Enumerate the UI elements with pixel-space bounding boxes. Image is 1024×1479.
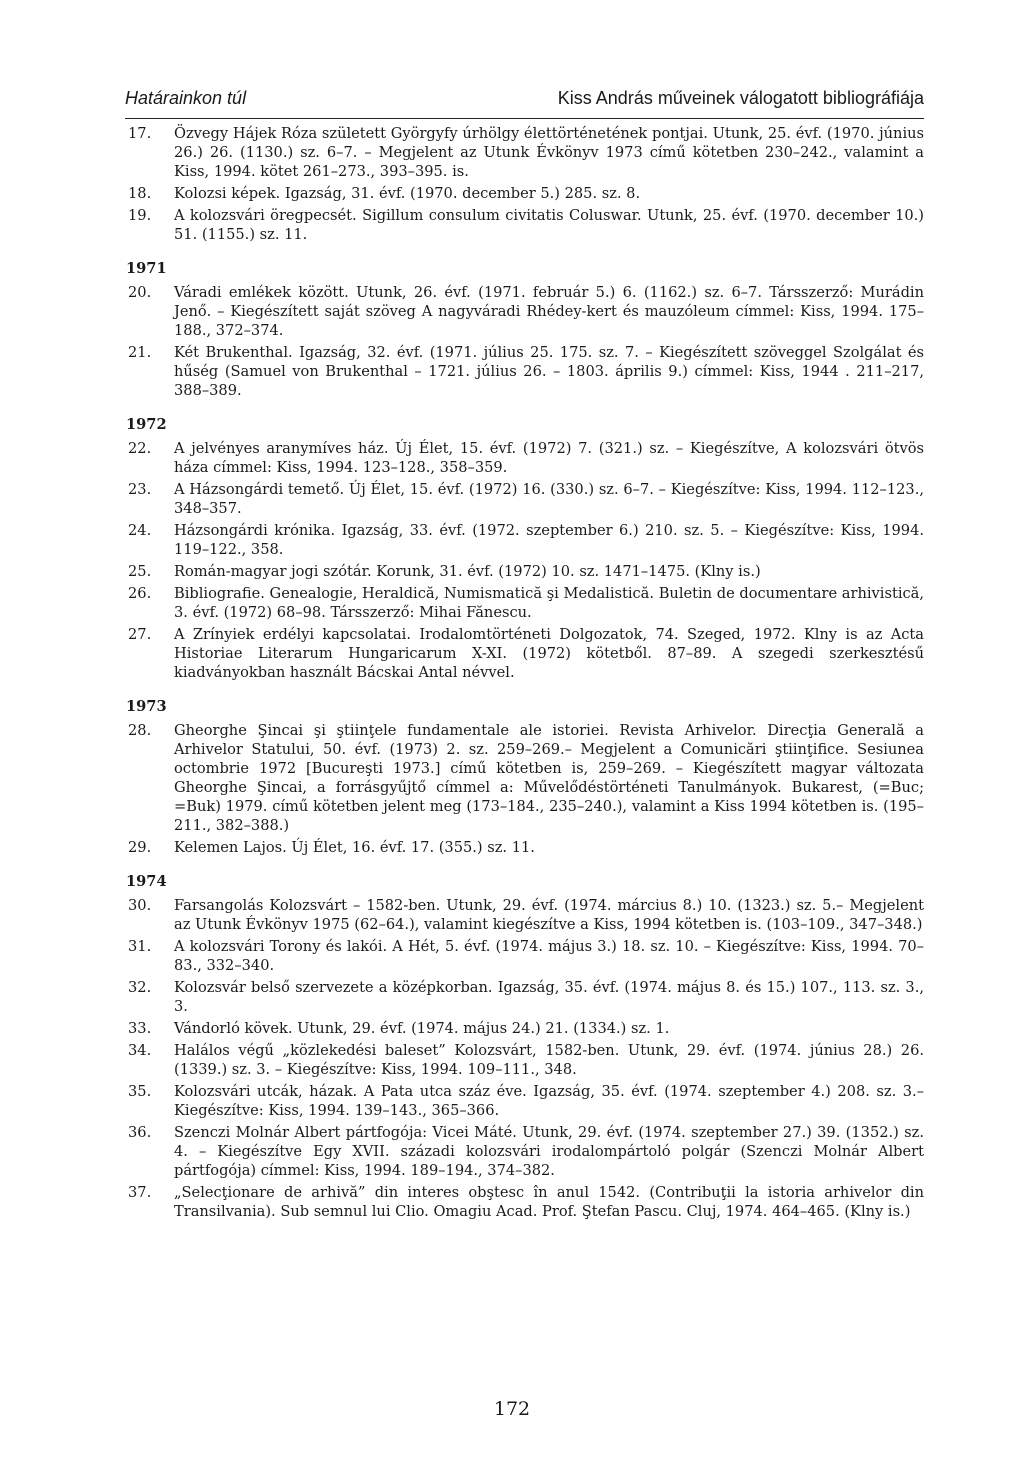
entry-number: 37. (128, 1184, 152, 1201)
page-number: 172 (493, 1398, 531, 1420)
entry-text: A kolozsvári öregpecsét. Sigillum consulum civitatis Coluswar. Utunk, 25. évf. (1970. december 10.) 51. (1155.) sz. 11. (174, 207, 924, 243)
entry-number: 26. (128, 585, 152, 602)
entry-number: 31. (128, 938, 152, 955)
bibliography-entry (128, 838, 924, 857)
running-header-right: Kiss András műveinek válogatott bibliográfiája (557, 88, 924, 108)
entry-number: 25. (128, 563, 152, 580)
bibliography-entry (128, 584, 924, 622)
bibliography-entry (128, 480, 924, 518)
entry-number: 21. (128, 344, 152, 361)
entry-text: Kolozsvár belső szervezete a középkorban. Igazság, 35. évf. (1974. május 8. és 15.) 107., 113. sz. 3., 3. (174, 979, 924, 1015)
entry-text: Vándorló kövek. Utunk, 29. évf. (1974. május 24.) 21. (1334.) sz. 1. (174, 1020, 670, 1037)
entry-text: Két Brukenthal. Igazság, 32. évf. (1971. július 25. 175. sz. 7. – Kiegészített szöveggel Szolgálat és hűség (Samuel von Brukenthal – 1721. július 26. – 1803. április 9.) címmel: Kiss, 1944 . 211–217, 388–389. (174, 344, 924, 399)
bibliography-entry (128, 1019, 924, 1038)
entry-text: Gheorghe Şincai şi ştiinţele fundamentale ale istoriei. Revista Arhivelor. Direcţia Generală a Arhivelor Statului, 50. évf. (1973) 2. sz. 259–269.– Megjelent a Comunicări ştiinţifice. Sesiunea octombrie 1972 [Bucureşti 1973.] című kötetben is, 259–269. – Kiegészített magyar változata Gheorghe Şincai, a forrásgyűjtő címmel a: Művelődéstörténeti Tanulmányok. Bukarest, (=Buc; =Buk) 1979. című kötetben jelent meg (173–184., 235–240.), valamint a Kiss 1994 kötetben is. (195–211., 382–388.) (174, 722, 924, 834)
entry-number: 24. (128, 522, 152, 539)
entry-text: A kolozsvári Torony és lakói. A Hét, 5. évf. (1974. május 3.) 18. sz. 10. – Kiegészítve: Kiss, 1994. 70–83., 332–340. (174, 938, 924, 974)
entry-text: Házsongárdi krónika. Igazság, 33. évf. (1972. szeptember 6.) 210. sz. 5. – Kiegészítve: Kiss, 1994. 119–122., 358. (174, 522, 924, 558)
bibliography-entry (128, 184, 924, 203)
entry-text: Bibliografie. Genealogie, Heraldică, Numismatică şi Medalistică. Buletin de documentare arhivistică, 3. évf. (1972) 68–98. Társszerző: Mihai Fănescu. (174, 585, 924, 621)
bibliography-entry (128, 283, 924, 340)
bibliography-entry (128, 1041, 924, 1079)
running-header-left: Határainkon túl (125, 88, 247, 108)
bibliography-entry (128, 625, 924, 682)
bibliography-entry (128, 1183, 924, 1221)
entry-text: Román-magyar jogi szótár. Korunk, 31. évf. (1972) 10. sz. 1471–1475. (Klny is.) (174, 563, 761, 580)
entry-number: 36. (128, 1124, 152, 1141)
bibliography-entry (128, 978, 924, 1016)
bibliography-entry (128, 562, 924, 581)
bibliography-entry (128, 206, 924, 244)
entry-text: „Selecţionare de arhivă” din interes obştesc în anul 1542. (Contribuţii la istoria arhivelor din Transilvania). Sub semnul lui Clio. Omagiu Acad. Prof. Ştefan Pascu. Cluj, 1974. 464–465. (Klny is.) (174, 1184, 924, 1220)
entry-number: 32. (128, 979, 152, 996)
entry-text: Szenczi Molnár Albert pártfogója: Vicei Máté. Utunk, 29. évf. (1974. szeptember 27.) 39. (1352.) sz. 4. – Kiegészítve Egy XVII. századi kolozsvári irodalompártoló polgár (Szenczi Molnár Albert pártfogója) címmel: Kiss, 1994. 189–194., 374–382. (174, 1124, 924, 1179)
entry-number: 23. (128, 481, 152, 498)
year-heading: 1971 (126, 260, 167, 277)
entry-number: 29. (128, 839, 152, 856)
running-header (125, 78, 924, 119)
entry-text: Farsangolás Kolozsvárt – 1582-ben. Utunk, 29. évf. (1974. március 8.) 10. (1323.) sz. 5.– Megjelent az Utunk Évkönyv 1975 (62–64.), valamint kiegészítve a Kiss, 1994 kötetben is. (103–109., 347–348.) (174, 897, 924, 933)
bibliography-entry (128, 896, 924, 934)
entry-text: Váradi emlékek között. Utunk, 26. évf. (1971. február 5.) 6. (1162.) sz. 6–7. Társszerző: Murádin Jenő. – Kiegészített saját szöveg A nagyváradi Rhédey-kert és mauzóleum címmel: Kiss, 1994. 175–188., 372–374. (174, 284, 924, 339)
entry-number: 34. (128, 1042, 152, 1059)
entry-text: Halálos végű „közlekedési baleset” Kolozsvárt, 1582-ben. Utunk, 29. évf. (1974. június 28.) 26. (1339.) sz. 3. – Kiegészítve: Kiss, 1994. 109–111., 348. (174, 1042, 924, 1078)
entry-number: 30. (128, 897, 152, 914)
bibliography-entry (128, 1123, 924, 1180)
bibliography-list (128, 124, 924, 1224)
year-heading: 1973 (126, 698, 167, 715)
bibliography-entry (128, 521, 924, 559)
entry-text: Kolozsi képek. Igazság, 31. évf. (1970. december 5.) 285. sz. 8. (174, 185, 641, 202)
entry-number: 33. (128, 1020, 152, 1037)
year-heading: 1972 (126, 416, 167, 433)
entry-text: A Zrínyiek erdélyi kapcsolatai. Irodalomtörténeti Dolgozatok, 74. Szeged, 1972. Klny is az Acta Historiae Literarum Hungaricarum X-XI. (1972) kötetből. 87–89. A szegedi szerkesztésű kiadványokban használt Bácskai Antal névvel. (174, 626, 924, 681)
entry-number: 35. (128, 1083, 152, 1100)
bibliography-entry (128, 343, 924, 400)
entry-text: Kelemen Lajos. Új Élet, 16. évf. 17. (355.) sz. 11. (174, 839, 535, 856)
bibliography-entry (128, 937, 924, 975)
bibliography-entry (128, 439, 924, 477)
entry-text: A jelvényes aranymíves ház. Új Élet, 15. évf. (1972) 7. (321.) sz. – Kiegészítve, A kolozsvári ötvös háza címmel: Kiss, 1994. 123–128., 358–359. (174, 440, 924, 476)
entry-number: 18. (128, 185, 152, 202)
entry-text: A Házsongárdi temető. Új Élet, 15. évf. (1972) 16. (330.) sz. 6–7. – Kiegészítve: Kiss, 1994. 112–123., 348–357. (174, 481, 924, 517)
entry-number: 27. (128, 626, 152, 643)
entry-number: 19. (128, 207, 152, 224)
year-heading: 1974 (126, 873, 167, 890)
bibliography-entry (128, 1082, 924, 1120)
entry-number: 22. (128, 440, 152, 457)
bibliography-entry (128, 124, 924, 181)
entry-text: Kolozsvári utcák, házak. A Pata utca száz éve. Igazság, 35. évf. (1974. szeptember 4.) 208. sz. 3.– Kiegészítve: Kiss, 1994. 139–143., 365–366. (174, 1083, 924, 1119)
entry-text: Özvegy Hájek Róza született Györgyfy úrhölgy élettörténetének pontjai. Utunk, 25. évf. (1970. június 26.) 26. (1130.) sz. 6–7. – Megjelent az Utunk Évkönyv 1973 című kötetben 230–242., valamint a Kiss, 1994. kötet 261–273., 393–395. is. (174, 125, 924, 180)
entry-number: 17. (128, 125, 152, 142)
entry-number: 28. (128, 722, 152, 739)
bibliography-entry (128, 721, 924, 835)
entry-number: 20. (128, 284, 152, 301)
